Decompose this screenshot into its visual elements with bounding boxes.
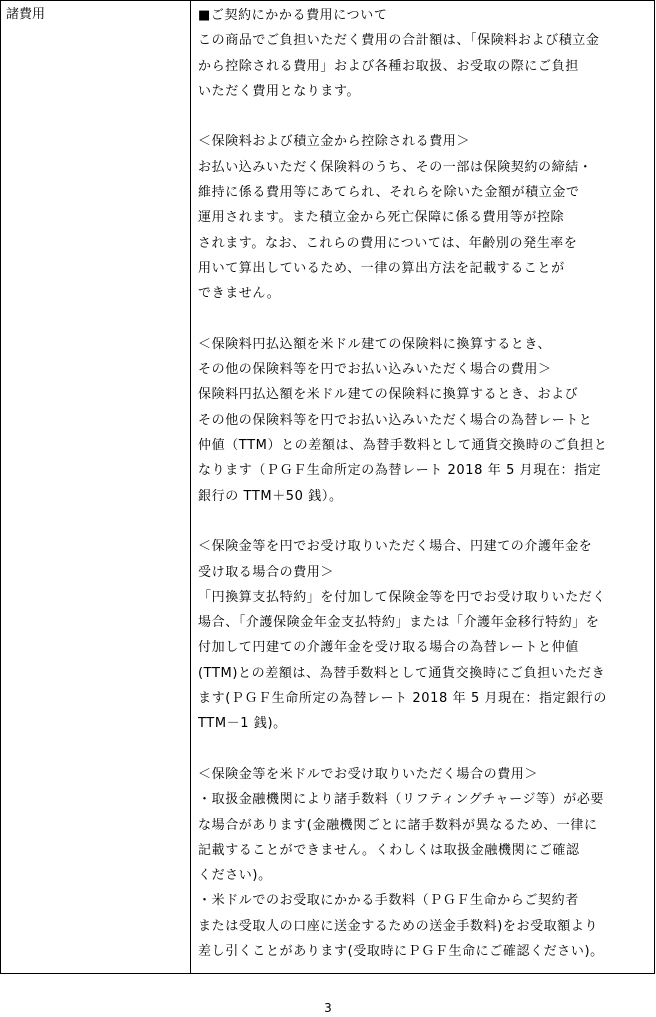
section-heading-premium-deductions: ＜保険料および積立金から控除される費用＞ <box>198 134 471 150</box>
text-line: から控除される費用」および各種お取扱、お受取の際にご負担 <box>198 58 579 74</box>
section-heading-yen-payment-cont: その他の保険料等を円でお払い込みいただく場合の費用＞ <box>198 362 552 378</box>
spacer <box>198 509 650 534</box>
text-line: 銀行の TTM＋50 銭）。 <box>198 488 343 504</box>
text-line: 運用されます。また積立金から死亡保障に係る費用等が控除 <box>198 210 565 226</box>
text-line: なります（ＰＧＦ生命所定の為替レート 2018 年 5 月現在：指定 <box>198 463 602 479</box>
spacer <box>198 104 650 129</box>
text-line: 場合、「介護保険金年金支払特約」または「介護年金移行特約」を <box>198 615 600 631</box>
section-heading-yen-payment: ＜保険料円払込額を米ドル建ての保険料に換算するとき、 <box>198 336 552 352</box>
text-line: 仲値（TTM）との差額は、為替手数料として通貨交換時のご負担と <box>198 438 608 454</box>
text-line: ・取扱金融機関により諸手数料（リフティングチャージ等）が必要 <box>198 792 605 808</box>
section-heading-usd-receipt: ＜保険金等を米ドルでお受け取りいただく場合の費用＞ <box>198 766 539 782</box>
text-line: 「円換算支払特約」を付加して保険金等を円でお受け取りいただく <box>198 589 607 605</box>
text-line: または受取人の口座に送金するための送金手数料)をお受取額より <box>198 918 599 934</box>
page-number: 3 <box>324 1001 332 1015</box>
text-line: されます。なお、これらの費用については、年齢別の発生率を <box>198 235 578 251</box>
text-line: な場合があります(金融機関ごとに諸手数料が異なるため、一律に <box>198 817 598 833</box>
spacer <box>198 737 650 762</box>
spacer <box>198 307 650 332</box>
text-line: 用いて算出しているため、一律の算出方法を記載することが <box>198 260 565 276</box>
text-line: (TTM)との差額は、為替手数料として通貨交換時にご負担いただき <box>198 665 606 681</box>
text-line: 維持に係る費用等にあてられ、それらを除いた金額が積立金で <box>198 185 580 201</box>
text-line: 差し引くことがあります(受取時にＰＧＦ生命にご確認ください)。 <box>198 943 604 959</box>
section-heading-contract-fees: ■ご契約にかかる費用について <box>198 8 388 23</box>
fees-content <box>198 3 650 964</box>
text-line: TTM－1 銭)。 <box>198 716 287 732</box>
text-line: いただく費用となります。 <box>198 83 361 99</box>
text-line: ます(ＰＧＦ生命所定の為替レート 2018 年 5 月現在：指定銀行の <box>198 691 607 707</box>
section-heading-yen-receipt-cont: 受け取る場合の費用＞ <box>198 564 335 580</box>
text-line: ・米ドルでのお受取にかかる手数料（ＰＧＦ生命からご契約者 <box>198 893 579 909</box>
text-line: 記載することができません。くわしくは取扱金融機関にご確認 <box>198 842 580 858</box>
text-line: その他の保険料等を円でお払い込みいただく場合の為替レートと <box>198 412 593 428</box>
text-line: この商品でご負担いただく費用の合計額は、「保険料および積立金 <box>198 33 600 49</box>
text-line: お払い込みいただく保険料のうち、その一部は保険契約の締結・ <box>198 159 593 175</box>
text-line: 保険料円払込額を米ドル建ての保険料に換算するとき、および <box>198 387 579 403</box>
text-line: できません。 <box>198 286 281 302</box>
section-heading-yen-receipt: ＜保険金等を円でお受け取りいただく場合、円建ての介護年金を <box>198 539 593 555</box>
text-line: 付加して円建ての介護年金を受け取る場合の為替レートと仲値 <box>198 640 579 656</box>
fees-label: 諸費用 <box>6 7 46 22</box>
column-divider <box>190 1 191 973</box>
text-line: ください)。 <box>198 868 272 884</box>
